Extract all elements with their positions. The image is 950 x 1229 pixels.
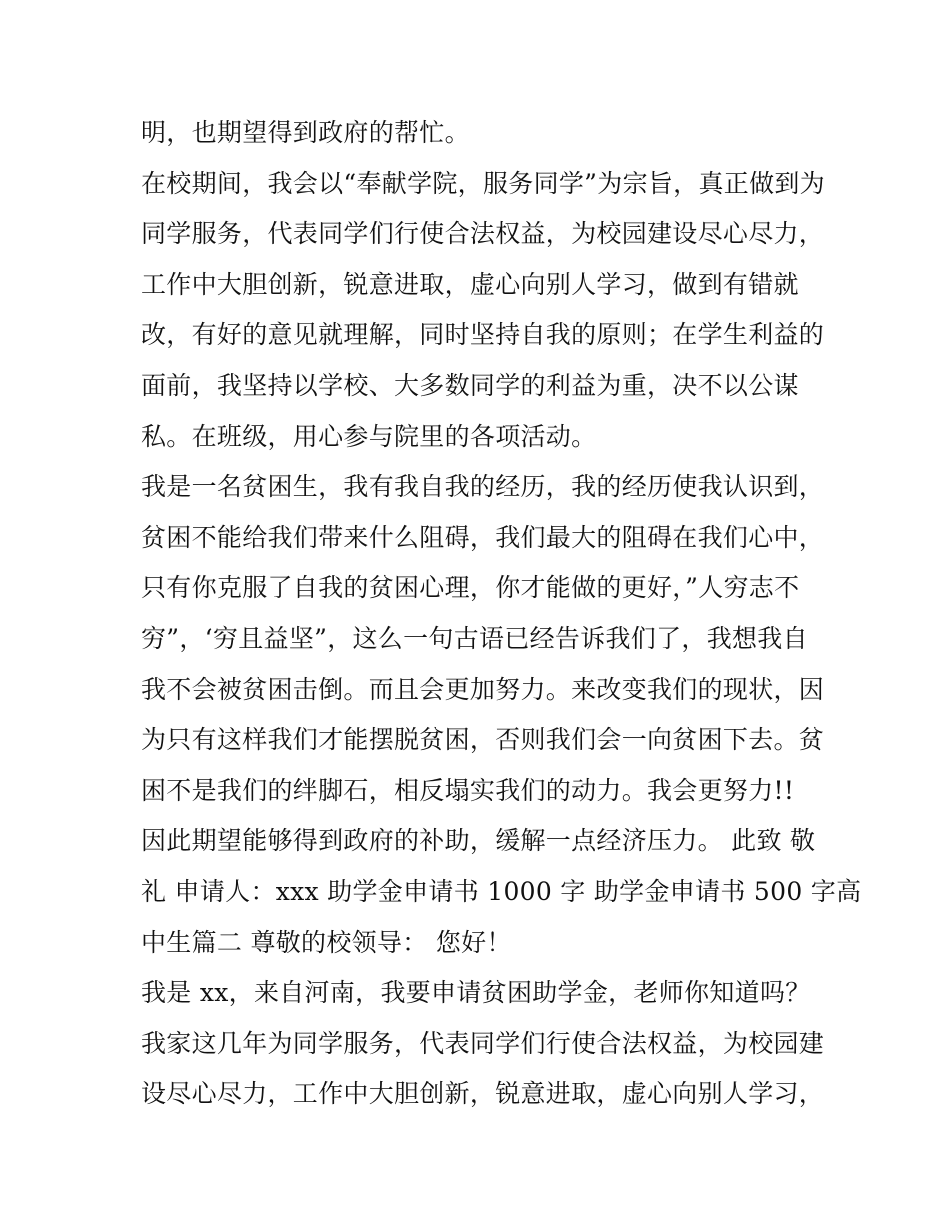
text-line: 穷”，‘穷且益坚”，这么一句古语已经告诉我们了，我想我自 <box>141 623 808 653</box>
text-line: 私。在班级，用心参与院里的各项活动。 <box>141 421 597 451</box>
text-line: 礼 申请人：xxx 助学金申请书 1000 字 助学金申请书 500 字高 <box>141 876 862 906</box>
text-line: 工作中大胆创新，锐意进取，虚心向别人学习，做到有错就 <box>141 269 799 299</box>
text-line: 设尽心尽力，工作中大胆创新，锐意进取，虚心向别人学习， <box>141 1079 825 1109</box>
text-line: 明，也期望得到政府的帮忙。 <box>141 118 470 147</box>
document-body <box>141 108 862 1120</box>
text-line: 中生篇二 尊敬的校领导： 您好！ <box>141 927 512 957</box>
text-line: 困不是我们的绊脚石，相反塌实我们的动力。我会更努力!! <box>141 775 795 805</box>
text-line: 我是 xx，来自河南，我要申请贫困助学金，老师你知道吗？ <box>141 978 811 1008</box>
text-line: 为只有这样我们才能摆脱贫困，否则我们会一向贫困下去。贫 <box>141 725 825 755</box>
text-line: 贫困不能给我们带来什么阻碍，我们最大的阻碍在我们心中， <box>141 522 825 552</box>
text-line: 我是一名贫困生，我有我自我的经历，我的经历使我认识到， <box>141 472 825 502</box>
text-line: 在校期间，我会以“奉献学院，服务同学”为宗旨，真正做到为 <box>141 168 825 198</box>
text-line: 只有你克服了自我的贫困心理，你才能做的更好，”人穷志不 <box>141 573 800 603</box>
text-line: 我家这几年为同学服务，代表同学们行使合法权益，为校园建 <box>141 1028 825 1058</box>
text-line: 因此期望能够得到政府的补助，缓解一点经济压力。 此致 敬 <box>141 826 816 856</box>
text-line: 我不会被贫困击倒。而且会更加努力。来改变我们的现状，因 <box>141 674 825 704</box>
text-line: 同学服务，代表同学们行使合法权益，为校园建设尽心尽力， <box>141 219 825 249</box>
text-line: 改，有好的意见就理解，同时坚持自我的原则；在学生利益的 <box>141 320 825 350</box>
text-line: 面前，我坚持以学校、大多数同学的利益为重，决不以公谋 <box>141 370 799 400</box>
